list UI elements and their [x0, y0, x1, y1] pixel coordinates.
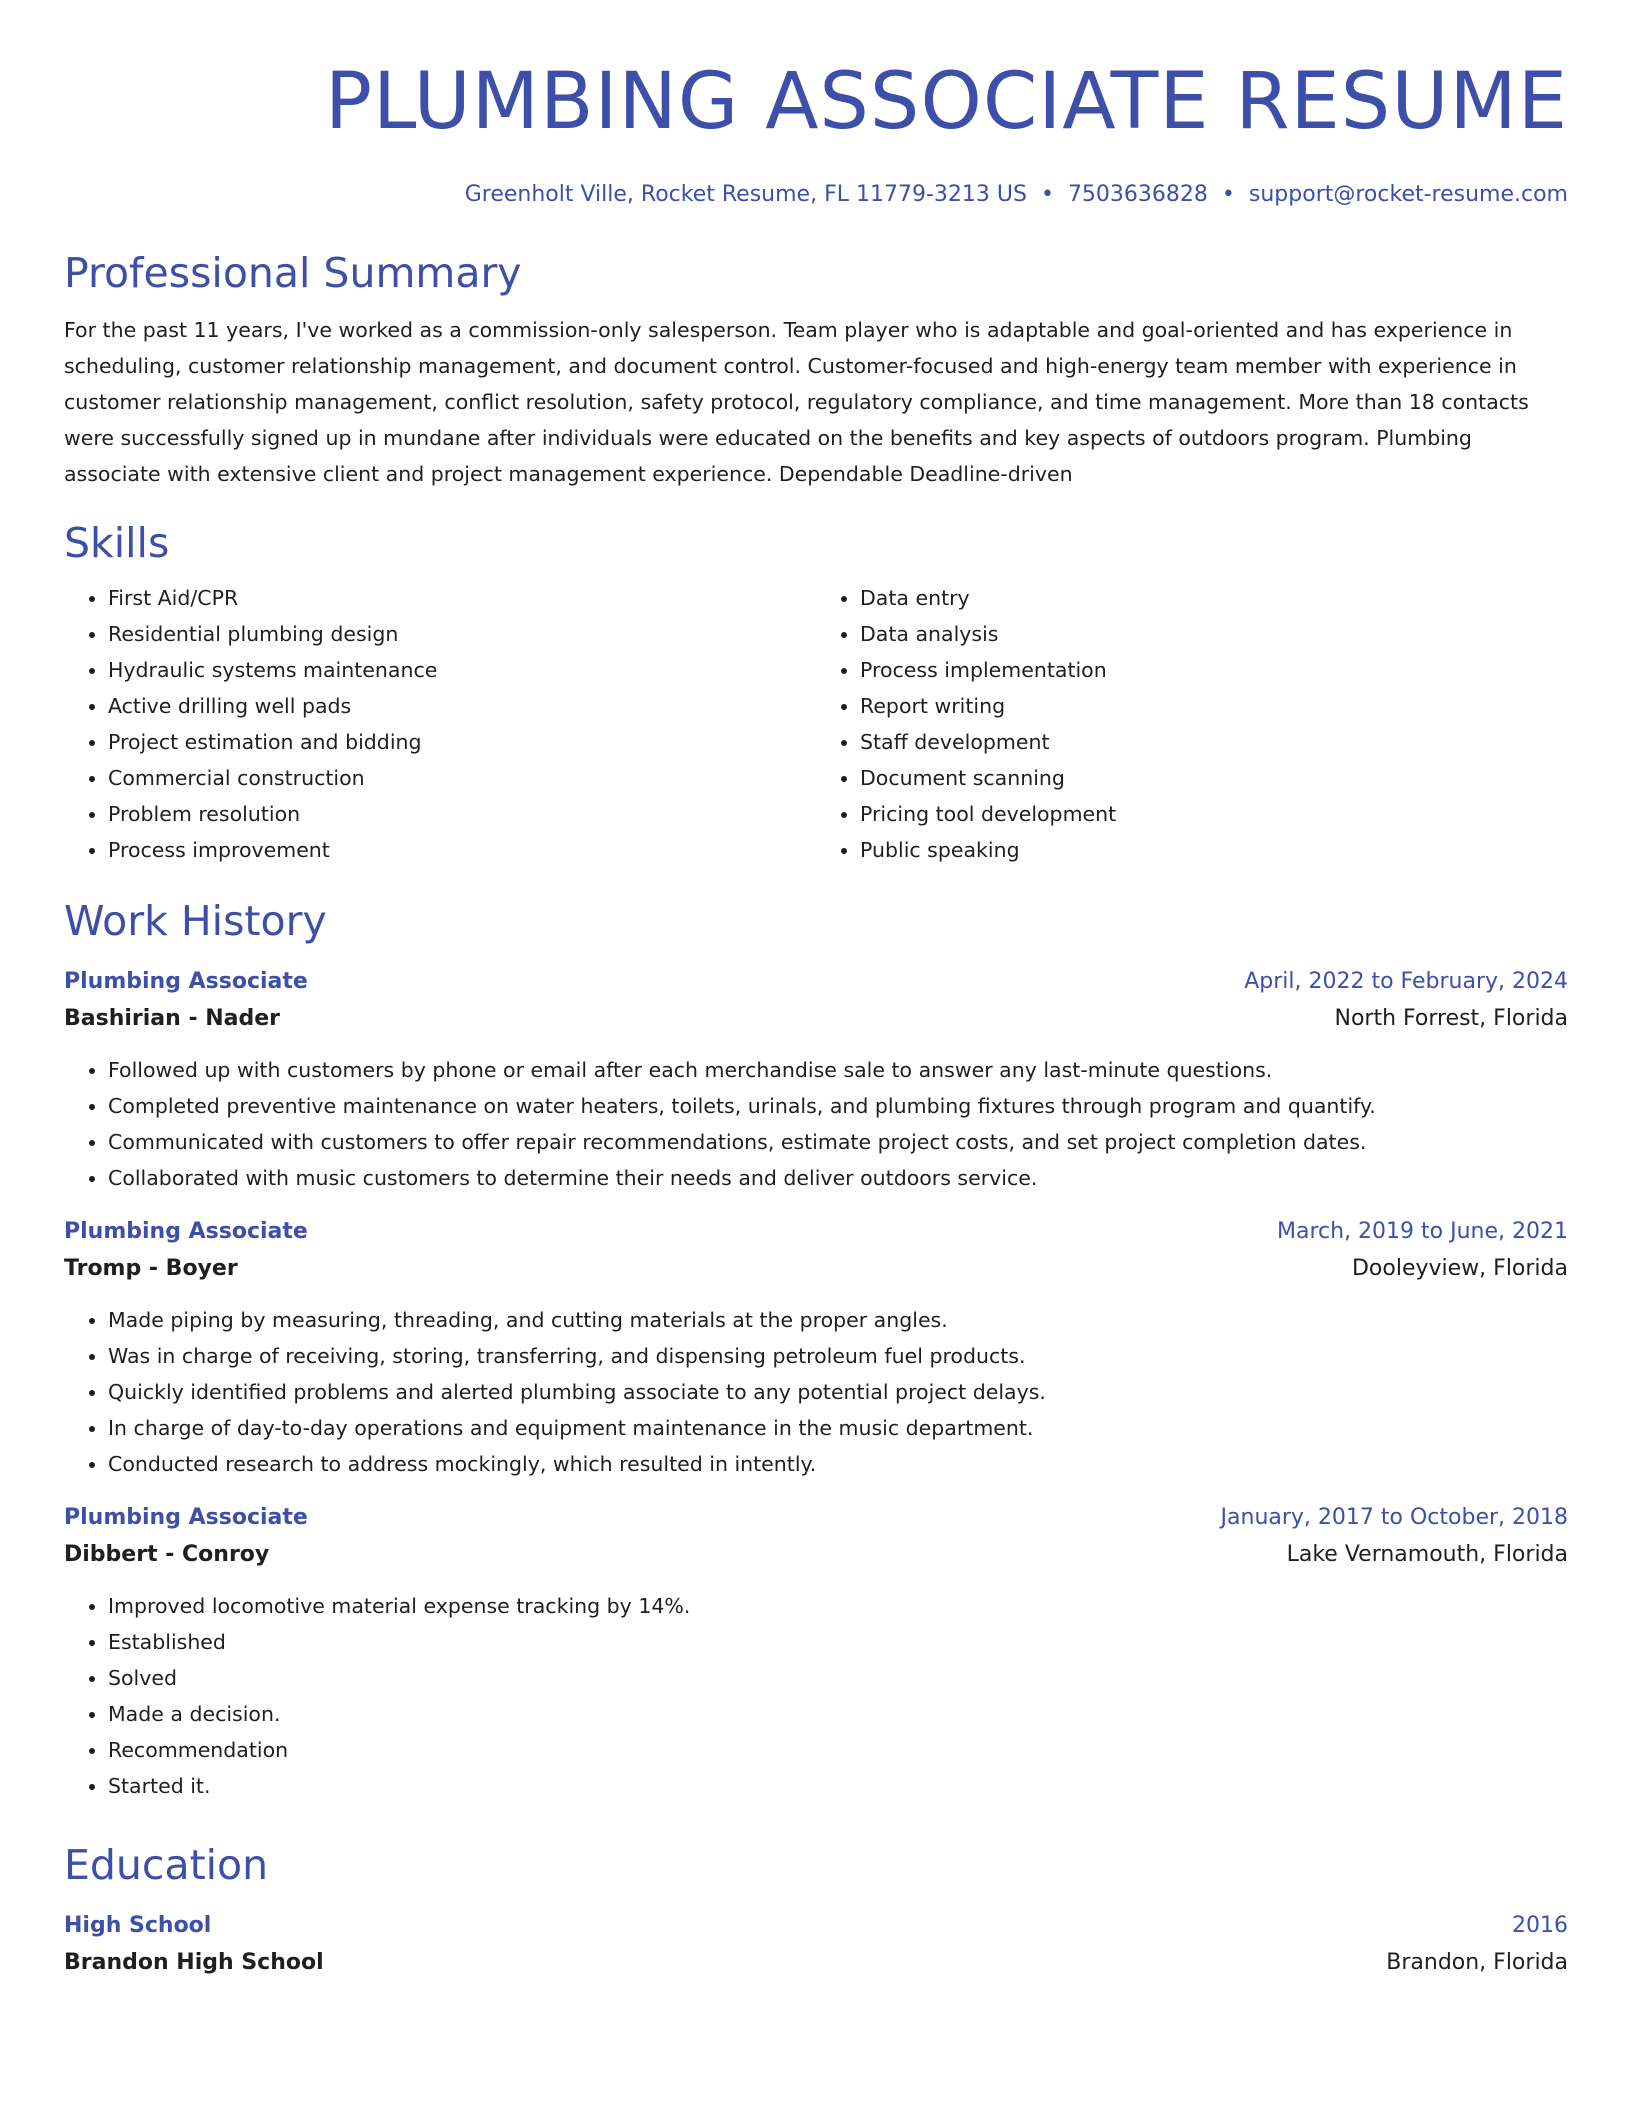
skill-item: • Document scanning: [860, 760, 1568, 796]
job-company-row: [64, 1250, 1568, 1288]
contact-separator: •: [1040, 182, 1054, 207]
job-company: Dibbert - Conroy: [64, 1542, 270, 1567]
job-bullet: • Completed preventive maintenance on water heaters, toilets, urinals, and plumbing fixtures through program and quantify.: [108, 1088, 1568, 1124]
skill-item: • Residential plumbing design: [108, 616, 816, 652]
job-title: Plumbing Associate: [64, 1219, 308, 1244]
job-company: Bashirian - Nader: [64, 1006, 281, 1031]
contact-address: Greenholt Ville, Rocket Resume, FL 11779-3213 US: [464, 182, 1027, 207]
skill-item: • Pricing tool development: [860, 796, 1568, 832]
job-header-row: [64, 1500, 1568, 1536]
job-entry: [64, 964, 1568, 1196]
contact-line: [64, 180, 1568, 210]
education-entry: [64, 1908, 1568, 1982]
job-header-row: [64, 1214, 1568, 1250]
contact-email[interactable]: support@rocket-resume.com: [1248, 182, 1568, 207]
skill-item: • First Aid/CPR: [108, 580, 816, 616]
job-location: Lake Vernamouth, Florida: [1286, 1542, 1568, 1567]
job-bullets: [64, 1588, 1568, 1804]
job-dates: January, 2017 to October, 2018: [1220, 1505, 1568, 1530]
skills-grid: [64, 580, 1568, 868]
education-year: 2016: [1512, 1913, 1568, 1938]
skill-item: • Staff development: [860, 724, 1568, 760]
job-bullet: • Followed up with customers by phone or email after each merchandise sale to answer any last-minute questions.: [108, 1052, 1568, 1088]
job-bullet: • Made a decision.: [108, 1696, 1568, 1732]
contact-phone[interactable]: 7503636828: [1067, 182, 1208, 207]
job-bullet: • Established: [108, 1624, 1568, 1660]
job-bullet: • Was in charge of receiving, storing, transferring, and dispensing petroleum fuel products.: [108, 1338, 1568, 1374]
education-degree: High School: [64, 1913, 212, 1938]
skill-item: • Data analysis: [860, 616, 1568, 652]
job-location: Dooleyview, Florida: [1351, 1256, 1568, 1281]
skill-item: • Data entry: [860, 580, 1568, 616]
skill-item: • Process improvement: [108, 832, 816, 868]
job-bullet: • Recommendation: [108, 1732, 1568, 1768]
education-header-row: [64, 1908, 1568, 1944]
skills-list-right: [816, 580, 1568, 868]
resume-title: PLUMBING ASSOCIATE RESUME: [324, 57, 1568, 147]
education-school: Brandon High School: [64, 1950, 324, 1975]
job-bullet: • In charge of day-to-day operations and equipment maintenance in the music department.: [108, 1410, 1568, 1446]
job-header-row: [64, 964, 1568, 1000]
skill-item: • Project estimation and bidding: [108, 724, 816, 760]
job-bullet: • Quickly identified problems and alerted plumbing associate to any potential project delays.: [108, 1374, 1568, 1410]
skill-item: • Process implementation: [860, 652, 1568, 688]
job-title: Plumbing Associate: [64, 969, 308, 994]
job-location: North Forrest, Florida: [1334, 1006, 1568, 1031]
job-bullet: • Solved: [108, 1660, 1568, 1696]
education-location: Brandon, Florida: [1386, 1950, 1568, 1975]
job-company-row: [64, 1000, 1568, 1038]
job-dates: April, 2022 to February, 2024: [1244, 969, 1568, 994]
summary-text: For the past 11 years, I've worked as a commission-only salesperson. Team player who is adaptable and goal-oriented and has experience in scheduling, customer relationship management, and document control. Customer-focused and high-energy team member with experience in customer relationship management, conflict resolution, safety protocol, regulatory compliance, and time management. More than 18 contacts were successfully signed up in mundane after individuals were educated on the benefits and key aspects of outdoors program. Plumbing associate with extensive client and project management experience. Dependable Deadline-driven: [64, 318, 1529, 486]
education-school-row: [64, 1944, 1568, 1982]
job-title: Plumbing Associate: [64, 1505, 308, 1530]
contact-separator: •: [1221, 182, 1235, 207]
job-company: Tromp - Boyer: [64, 1256, 238, 1281]
skills-heading: Skills: [64, 519, 170, 567]
summary-heading: Professional Summary: [64, 249, 522, 297]
skill-item: • Problem resolution: [108, 796, 816, 832]
skill-item: • Active drilling well pads: [108, 688, 816, 724]
skill-item: • Commercial construction: [108, 760, 816, 796]
job-bullets: [64, 1052, 1568, 1196]
job-bullet: • Collaborated with music customers to determine their needs and deliver outdoors service.: [108, 1160, 1568, 1196]
job-bullet: • Improved locomotive material expense tracking by 14%.: [108, 1588, 1568, 1624]
job-bullet: • Communicated with customers to offer repair recommendations, estimate project costs, and set project completion dates.: [108, 1124, 1568, 1160]
skill-item: • Public speaking: [860, 832, 1568, 868]
skill-item: • Hydraulic systems maintenance: [108, 652, 816, 688]
job-company-row: [64, 1536, 1568, 1574]
job-bullets: [64, 1302, 1568, 1482]
job-bullet: • Conducted research to address mockingly, which resulted in intently.: [108, 1446, 1568, 1482]
skills-list-left: [64, 580, 816, 868]
work-history-heading: Work History: [64, 897, 327, 945]
job-bullet: • Made piping by measuring, threading, and cutting materials at the proper angles.: [108, 1302, 1568, 1338]
job-entry: [64, 1500, 1568, 1804]
job-dates: March, 2019 to June, 2021: [1277, 1219, 1568, 1244]
job-bullet: • Started it.: [108, 1768, 1568, 1804]
job-entry: [64, 1214, 1568, 1482]
education-heading: Education: [64, 1841, 269, 1889]
skill-item: • Report writing: [860, 688, 1568, 724]
